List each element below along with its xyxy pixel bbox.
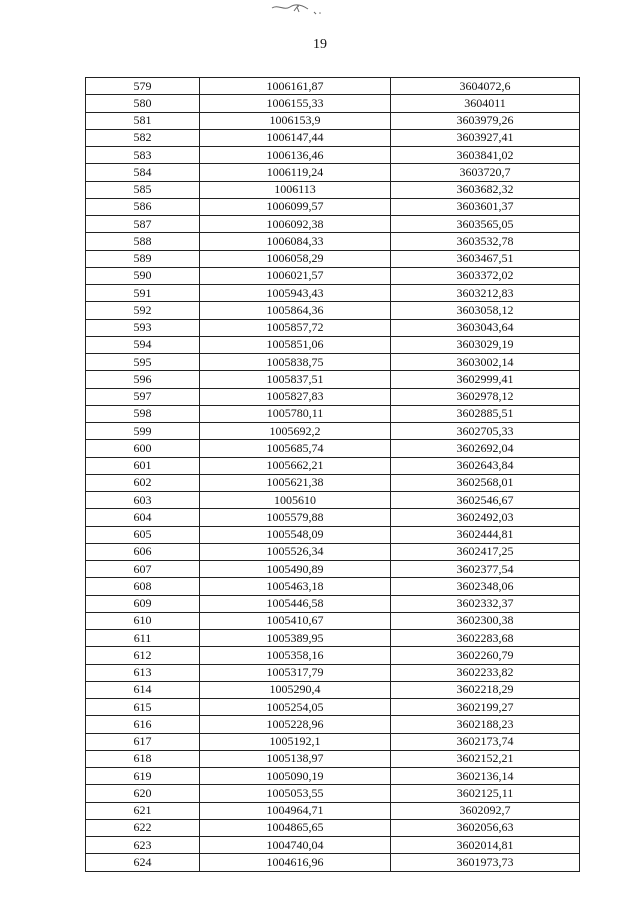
y-coordinate-cell: 3602705,33 bbox=[391, 423, 580, 440]
y-coordinate-cell: 3602417,25 bbox=[391, 543, 580, 560]
point-number-cell: 596 bbox=[86, 371, 200, 388]
y-coordinate-cell: 3603212,83 bbox=[391, 285, 580, 302]
point-number-cell: 611 bbox=[86, 630, 200, 647]
y-coordinate-cell: 3603002,14 bbox=[391, 354, 580, 371]
y-coordinate-cell: 3602233,82 bbox=[391, 664, 580, 681]
table-row bbox=[86, 250, 580, 267]
x-coordinate-cell: 1005463,18 bbox=[200, 578, 391, 595]
y-coordinate-cell: 3603601,37 bbox=[391, 198, 580, 215]
x-coordinate-cell: 1005138,97 bbox=[200, 750, 391, 767]
table-row bbox=[86, 164, 580, 181]
y-coordinate-cell: 3603467,51 bbox=[391, 250, 580, 267]
table-row bbox=[86, 578, 580, 595]
point-number-cell: 618 bbox=[86, 750, 200, 767]
point-number-cell: 597 bbox=[86, 388, 200, 405]
point-number-cell: 600 bbox=[86, 440, 200, 457]
table-row bbox=[86, 630, 580, 647]
x-coordinate-cell: 1005090,19 bbox=[200, 768, 391, 785]
x-coordinate-cell: 1005317,79 bbox=[200, 664, 391, 681]
table-row bbox=[86, 198, 580, 215]
point-number-cell: 579 bbox=[86, 78, 200, 95]
point-number-cell: 607 bbox=[86, 561, 200, 578]
table-row bbox=[86, 681, 580, 698]
point-number-cell: 590 bbox=[86, 267, 200, 284]
y-coordinate-cell: 3602885,51 bbox=[391, 405, 580, 422]
table-row bbox=[86, 819, 580, 836]
table-row bbox=[86, 733, 580, 750]
table-row bbox=[86, 129, 580, 146]
x-coordinate-cell: 1005410,67 bbox=[200, 612, 391, 629]
x-coordinate-cell: 1004740,04 bbox=[200, 837, 391, 854]
x-coordinate-cell: 1006119,24 bbox=[200, 164, 391, 181]
y-coordinate-cell: 3602444,81 bbox=[391, 526, 580, 543]
x-coordinate-cell: 1006113 bbox=[200, 181, 391, 198]
x-coordinate-cell: 1006099,57 bbox=[200, 198, 391, 215]
x-coordinate-cell: 1006136,46 bbox=[200, 147, 391, 164]
x-coordinate-cell: 1005610 bbox=[200, 492, 391, 509]
x-coordinate-cell: 1005864,36 bbox=[200, 302, 391, 319]
y-coordinate-cell: 3603682,32 bbox=[391, 181, 580, 198]
point-number-cell: 581 bbox=[86, 112, 200, 129]
table-row bbox=[86, 216, 580, 233]
table-row bbox=[86, 423, 580, 440]
coordinates-table bbox=[85, 77, 580, 872]
table-row bbox=[86, 147, 580, 164]
y-coordinate-cell: 3602092,7 bbox=[391, 802, 580, 819]
x-coordinate-cell: 1005290,4 bbox=[200, 681, 391, 698]
point-number-cell: 601 bbox=[86, 457, 200, 474]
x-coordinate-cell: 1005827,83 bbox=[200, 388, 391, 405]
table-row bbox=[86, 716, 580, 733]
point-number-cell: 604 bbox=[86, 509, 200, 526]
point-number-cell: 624 bbox=[86, 854, 200, 871]
x-coordinate-cell: 1005548,09 bbox=[200, 526, 391, 543]
x-coordinate-cell: 1005851,06 bbox=[200, 336, 391, 353]
x-coordinate-cell: 1005446,58 bbox=[200, 595, 391, 612]
table-row bbox=[86, 785, 580, 802]
point-number-cell: 595 bbox=[86, 354, 200, 371]
point-number-cell: 587 bbox=[86, 216, 200, 233]
table-row bbox=[86, 543, 580, 560]
table-row bbox=[86, 319, 580, 336]
point-number-cell: 588 bbox=[86, 233, 200, 250]
point-number-cell: 619 bbox=[86, 768, 200, 785]
y-coordinate-cell: 3602978,12 bbox=[391, 388, 580, 405]
x-coordinate-cell: 1004865,65 bbox=[200, 819, 391, 836]
y-coordinate-cell: 3603927,41 bbox=[391, 129, 580, 146]
y-coordinate-cell: 3602283,68 bbox=[391, 630, 580, 647]
point-number-cell: 606 bbox=[86, 543, 200, 560]
table-row bbox=[86, 285, 580, 302]
table-row bbox=[86, 664, 580, 681]
table-row bbox=[86, 95, 580, 112]
point-number-cell: 615 bbox=[86, 699, 200, 716]
y-coordinate-cell: 3602492,03 bbox=[391, 509, 580, 526]
table-row bbox=[86, 699, 580, 716]
x-coordinate-cell: 1005192,1 bbox=[200, 733, 391, 750]
y-coordinate-cell: 3603029,19 bbox=[391, 336, 580, 353]
table-row bbox=[86, 802, 580, 819]
y-coordinate-cell: 3602546,67 bbox=[391, 492, 580, 509]
x-coordinate-cell: 1005579,88 bbox=[200, 509, 391, 526]
y-coordinate-cell: 3603043,64 bbox=[391, 319, 580, 336]
x-coordinate-cell: 1005780,11 bbox=[200, 405, 391, 422]
point-number-cell: 609 bbox=[86, 595, 200, 612]
point-number-cell: 603 bbox=[86, 492, 200, 509]
page-number: 19 bbox=[313, 37, 327, 52]
y-coordinate-cell: 3602568,01 bbox=[391, 474, 580, 491]
point-number-cell: 598 bbox=[86, 405, 200, 422]
x-coordinate-cell: 1006153,9 bbox=[200, 112, 391, 129]
table-row bbox=[86, 526, 580, 543]
x-coordinate-cell: 1006147,44 bbox=[200, 129, 391, 146]
y-coordinate-cell: 3603532,78 bbox=[391, 233, 580, 250]
point-number-cell: 623 bbox=[86, 837, 200, 854]
x-coordinate-cell: 1005254,05 bbox=[200, 699, 391, 716]
point-number-cell: 580 bbox=[86, 95, 200, 112]
y-coordinate-cell: 3602332,37 bbox=[391, 595, 580, 612]
x-coordinate-cell: 1005943,43 bbox=[200, 285, 391, 302]
x-coordinate-cell: 1006058,29 bbox=[200, 250, 391, 267]
point-number-cell: 613 bbox=[86, 664, 200, 681]
table-row bbox=[86, 509, 580, 526]
y-coordinate-cell: 3602125,11 bbox=[391, 785, 580, 802]
x-coordinate-cell: 1006092,38 bbox=[200, 216, 391, 233]
table-row bbox=[86, 474, 580, 491]
y-coordinate-cell: 3602152,21 bbox=[391, 750, 580, 767]
y-coordinate-cell: 3602136,14 bbox=[391, 768, 580, 785]
x-coordinate-cell: 1005621,38 bbox=[200, 474, 391, 491]
coordinates-table-body bbox=[86, 78, 580, 872]
table-row bbox=[86, 181, 580, 198]
table-row bbox=[86, 492, 580, 509]
table-row bbox=[86, 561, 580, 578]
x-coordinate-cell: 1004616,96 bbox=[200, 854, 391, 871]
table-row bbox=[86, 336, 580, 353]
y-coordinate-cell: 3602377,54 bbox=[391, 561, 580, 578]
y-coordinate-cell: 3604072,6 bbox=[391, 78, 580, 95]
x-coordinate-cell: 1005389,95 bbox=[200, 630, 391, 647]
y-coordinate-cell: 3603720,7 bbox=[391, 164, 580, 181]
point-number-cell: 617 bbox=[86, 733, 200, 750]
point-number-cell: 583 bbox=[86, 147, 200, 164]
y-coordinate-cell: 3603058,12 bbox=[391, 302, 580, 319]
y-coordinate-cell: 3603841,02 bbox=[391, 147, 580, 164]
point-number-cell: 586 bbox=[86, 198, 200, 215]
y-coordinate-cell: 3604011 bbox=[391, 95, 580, 112]
table-row bbox=[86, 112, 580, 129]
y-coordinate-cell: 3602199,27 bbox=[391, 699, 580, 716]
point-number-cell: 616 bbox=[86, 716, 200, 733]
table-row bbox=[86, 233, 580, 250]
table-row bbox=[86, 267, 580, 284]
table-row bbox=[86, 78, 580, 95]
point-number-cell: 585 bbox=[86, 181, 200, 198]
y-coordinate-cell: 3602173,74 bbox=[391, 733, 580, 750]
y-coordinate-cell: 3603372,02 bbox=[391, 267, 580, 284]
table-row bbox=[86, 371, 580, 388]
x-coordinate-cell: 1005358,16 bbox=[200, 647, 391, 664]
x-coordinate-cell: 1005228,96 bbox=[200, 716, 391, 733]
x-coordinate-cell: 1005490,89 bbox=[200, 561, 391, 578]
x-coordinate-cell: 1006021,57 bbox=[200, 267, 391, 284]
point-number-cell: 594 bbox=[86, 336, 200, 353]
point-number-cell: 622 bbox=[86, 819, 200, 836]
point-number-cell: 614 bbox=[86, 681, 200, 698]
scan-artifact-mark bbox=[268, 2, 328, 16]
y-coordinate-cell: 3602014,81 bbox=[391, 837, 580, 854]
y-coordinate-cell: 3602056,63 bbox=[391, 819, 580, 836]
table-row bbox=[86, 854, 580, 871]
y-coordinate-cell: 3601973,73 bbox=[391, 854, 580, 871]
point-number-cell: 582 bbox=[86, 129, 200, 146]
y-coordinate-cell: 3602999,41 bbox=[391, 371, 580, 388]
x-coordinate-cell: 1005838,75 bbox=[200, 354, 391, 371]
x-coordinate-cell: 1006084,33 bbox=[200, 233, 391, 250]
x-coordinate-cell: 1005857,72 bbox=[200, 319, 391, 336]
table-row bbox=[86, 354, 580, 371]
x-coordinate-cell: 1005685,74 bbox=[200, 440, 391, 457]
table-row bbox=[86, 647, 580, 664]
point-number-cell: 592 bbox=[86, 302, 200, 319]
y-coordinate-cell: 3602218,29 bbox=[391, 681, 580, 698]
x-coordinate-cell: 1005692,2 bbox=[200, 423, 391, 440]
x-coordinate-cell: 1005662,21 bbox=[200, 457, 391, 474]
table-row bbox=[86, 768, 580, 785]
point-number-cell: 584 bbox=[86, 164, 200, 181]
y-coordinate-cell: 3602643,84 bbox=[391, 457, 580, 474]
x-coordinate-cell: 1006161,87 bbox=[200, 78, 391, 95]
point-number-cell: 608 bbox=[86, 578, 200, 595]
y-coordinate-cell: 3603979,26 bbox=[391, 112, 580, 129]
x-coordinate-cell: 1005053,55 bbox=[200, 785, 391, 802]
table-row bbox=[86, 440, 580, 457]
table-row bbox=[86, 595, 580, 612]
table-row bbox=[86, 750, 580, 767]
point-number-cell: 591 bbox=[86, 285, 200, 302]
table-row bbox=[86, 405, 580, 422]
point-number-cell: 610 bbox=[86, 612, 200, 629]
point-number-cell: 605 bbox=[86, 526, 200, 543]
point-number-cell: 593 bbox=[86, 319, 200, 336]
y-coordinate-cell: 3602260,79 bbox=[391, 647, 580, 664]
point-number-cell: 599 bbox=[86, 423, 200, 440]
y-coordinate-cell: 3603565,05 bbox=[391, 216, 580, 233]
table-row bbox=[86, 388, 580, 405]
y-coordinate-cell: 3602188,23 bbox=[391, 716, 580, 733]
table-row bbox=[86, 612, 580, 629]
x-coordinate-cell: 1005526,34 bbox=[200, 543, 391, 560]
y-coordinate-cell: 3602300,38 bbox=[391, 612, 580, 629]
point-number-cell: 589 bbox=[86, 250, 200, 267]
point-number-cell: 621 bbox=[86, 802, 200, 819]
x-coordinate-cell: 1005837,51 bbox=[200, 371, 391, 388]
point-number-cell: 612 bbox=[86, 647, 200, 664]
point-number-cell: 620 bbox=[86, 785, 200, 802]
x-coordinate-cell: 1006155,33 bbox=[200, 95, 391, 112]
table-row bbox=[86, 302, 580, 319]
y-coordinate-cell: 3602692,04 bbox=[391, 440, 580, 457]
y-coordinate-cell: 3602348,06 bbox=[391, 578, 580, 595]
x-coordinate-cell: 1004964,71 bbox=[200, 802, 391, 819]
table-row bbox=[86, 837, 580, 854]
table-row bbox=[86, 457, 580, 474]
point-number-cell: 602 bbox=[86, 474, 200, 491]
